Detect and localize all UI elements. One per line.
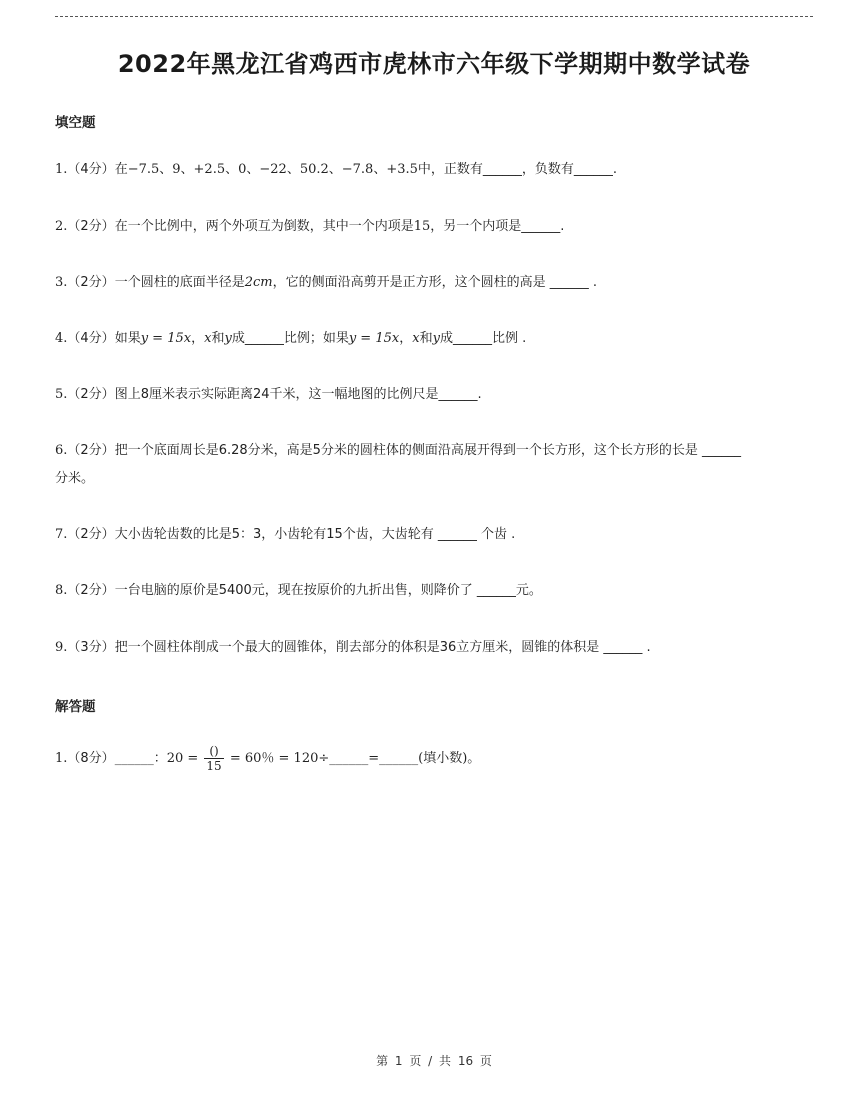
question-score: （4分） — [67, 331, 115, 346]
question-4 — [55, 325, 815, 353]
question-score: （8分） — [67, 751, 115, 766]
question-9 — [55, 634, 815, 662]
top-dashed-rule — [55, 16, 813, 17]
question-score: （2分） — [67, 219, 115, 234]
fraction-numerator: () — [204, 744, 223, 759]
math-expression: y = 15x — [140, 331, 192, 346]
question-number: 9. — [55, 640, 68, 655]
answer-question-1 — [55, 742, 815, 776]
question-number: 7. — [55, 527, 68, 542]
question-text: 和 — [211, 331, 225, 346]
question-text: 把一个圆柱体削成一个最大的圆锥体，削去部分的体积是36立方厘米，圆锥的体积是 ______ . — [114, 640, 651, 655]
question-text: ，它的侧面沿高剪开是正方形，这个圆柱的高是 ______ . — [272, 275, 597, 290]
question-score: （2分） — [67, 583, 115, 598]
question-text: 如果 — [114, 331, 141, 346]
section-heading-fill-in: 填空题 — [55, 115, 96, 131]
math-expression: 15 — [413, 219, 431, 234]
question-2 — [55, 213, 815, 241]
question-text: 图上8厘米表示实际距离24千米，这一幅地图的比例尺是______. — [114, 387, 482, 402]
page-title: 2022年黑龙江省鸡西市虎林市六年级下学期期中数学试卷 — [117, 50, 751, 78]
section-heading-answer: 解答题 — [55, 699, 96, 715]
question-number: 3. — [55, 275, 68, 290]
math-variable: x — [412, 331, 420, 346]
question-text: 在 — [114, 162, 128, 177]
question-number: 2. — [55, 219, 68, 234]
question-text: ， — [191, 331, 205, 346]
question-7 — [55, 521, 815, 549]
question-text: ，另一个内项是______. — [430, 219, 565, 234]
math-expression: −7.5、9、+2.5、0、−22、50.2、−7.8、+3.5 — [127, 162, 418, 177]
question-score: （2分） — [67, 527, 115, 542]
question-number: 1. — [55, 751, 68, 766]
question-score: （4分） — [67, 162, 115, 177]
question-score: （3分） — [67, 640, 115, 655]
math-variable: x — [204, 331, 212, 346]
question-score: （2分） — [67, 387, 115, 402]
question-text-continued: 分米。 — [55, 471, 95, 486]
question-score: （2分） — [67, 275, 115, 290]
question-8 — [55, 577, 815, 605]
question-text: 大小齿轮齿数的比是5：3，小齿轮有15个齿，大齿轮有 ______ 个齿 . — [114, 527, 516, 542]
math-variable: y — [432, 331, 440, 346]
question-5 — [55, 381, 815, 409]
question-text: 成______比例 . — [439, 331, 527, 346]
question-number: 6. — [55, 443, 68, 458]
math-variable: y — [224, 331, 232, 346]
question-text: 和 — [419, 331, 433, 346]
question-1 — [55, 156, 815, 184]
question-text: 成______比例；如果 — [231, 331, 349, 346]
question-6 — [55, 437, 815, 493]
page-footer: 第 1 页 / 共 16 页 — [376, 1054, 492, 1068]
question-text: 中，正数有______，负数有______. — [417, 162, 618, 177]
fraction-denominator: 15 — [206, 759, 222, 773]
question-number: 4. — [55, 331, 68, 346]
question-score: （2分） — [67, 443, 115, 458]
question-number: 5. — [55, 387, 68, 402]
question-3 — [55, 269, 815, 297]
question-text: 把一个底面周长是6.28分米，高是5分米的圆柱体的侧面沿高展开得到一个长方形，这个长方形的长是 ______ — [114, 443, 742, 458]
question-number: 1. — [55, 162, 68, 177]
math-expression: y = 15x — [348, 331, 400, 346]
question-number: 8. — [55, 583, 68, 598]
math-expression: 2cm — [244, 275, 273, 290]
math-expression: ______：20 = — [114, 751, 199, 766]
question-text: 在一个比例中，两个外项互为倒数，其中一个内项是 — [114, 219, 414, 234]
math-expression: = 60％ = 120÷______=______(填小数)。 — [229, 751, 481, 766]
question-text: ， — [399, 331, 413, 346]
question-text: 一台电脑的原价是5400元，现在按原价的九折出售，则降价了 ______元。 — [114, 583, 542, 598]
fraction — [204, 744, 223, 773]
question-text: 一个圆柱的底面半径是 — [114, 275, 245, 290]
